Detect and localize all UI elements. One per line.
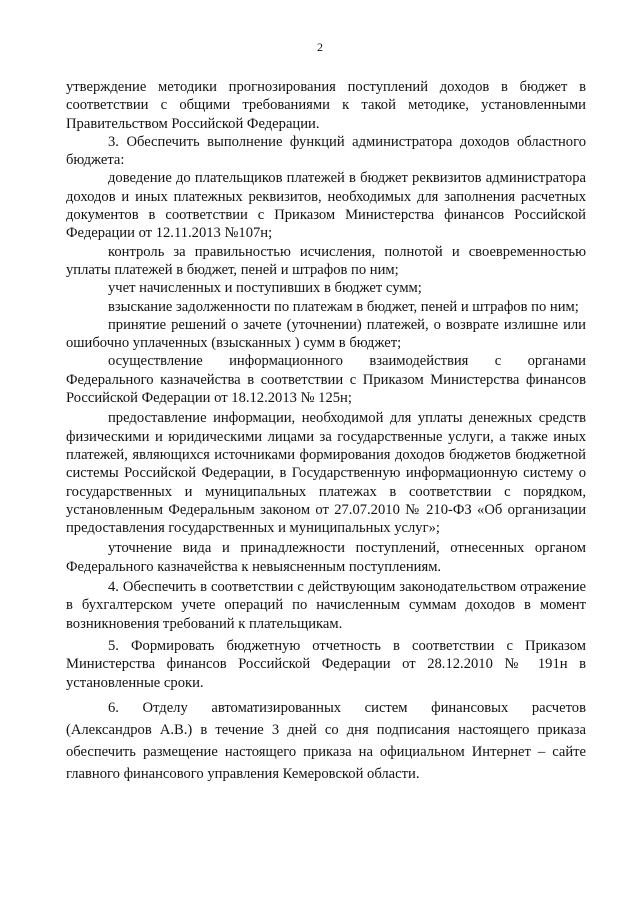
paragraph-item-6-first-line bbox=[66, 697, 586, 719]
item-6-word: расчетов bbox=[531, 699, 586, 716]
paragraph-debt-collection: взыскание задолженности по платежам в бюджет, пеней и штрафов по ним; bbox=[108, 298, 579, 315]
item-6-word: систем bbox=[364, 699, 408, 716]
item-6-word: автоматизированных bbox=[211, 699, 342, 716]
paragraph-item-5: 5. Формировать бюджетную отчетность в соответствии с Приказом Министерства финансов Российской Федерации от 28.12.2010 № 191н в установленные сроки. bbox=[66, 637, 586, 691]
document-body bbox=[66, 78, 586, 785]
paragraph-accounting: учет начисленных и поступивших в бюджет сумм; bbox=[108, 280, 422, 297]
paragraph-methodology: утверждение методики прогнозирования поступлений доходов в бюджет в соответствии с общими требованиями к такой методике, установленными Правительством Российской Федерации. bbox=[66, 79, 586, 132]
paragraph-information-provision: предоставление информации, необходимой для уплаты денежных средств физическими и юридическими лицами за государственные услуги, а также иных платежей, являющихся источниками формирования доходов бюджетов бюджетной системы Российской Федерации, в Государственную информационную систему о государственных и муниципальных платежах в соответствии с порядком, установленным Федеральным законом от 27.07.2010 № 210-ФЗ «Об организации предоставления государственных и муниципальных услуг»; bbox=[66, 410, 586, 537]
paragraph-item-6 bbox=[66, 697, 586, 785]
paragraph-requisites: доведение до плательщиков платежей в бюджет реквизитов администратора доходов и иных платежных реквизитов, необходимых для заполнения расчетных документов в соответствии с Приказом Министерства финансов Российской Федерации от 12.11.2013 №107н; bbox=[66, 170, 586, 242]
paragraph-item-4: 4. Обеспечить в соответствии с действующим законодательством отражение в бухгалтерском учете операций по начисленным суммам доходов в момент возникновения требований к плательщикам. bbox=[66, 579, 586, 632]
paragraph-item-3: 3. Обеспечить выполнение функций администратора доходов областного бюджета: bbox=[66, 133, 586, 169]
item-6-word: Отделу bbox=[142, 699, 188, 716]
item-6-word: финансовых bbox=[431, 699, 509, 716]
item-6-number: 6. bbox=[108, 699, 119, 716]
paragraph-control: контроль за правильностью исчисления, полнотой и своевременностью уплаты платежей в бюджет, пеней и штрафов по ним; bbox=[66, 243, 586, 278]
page-number: 2 bbox=[317, 40, 323, 54]
paragraph-treasury-interaction: осуществление информационного взаимодействия с органами Федерального казначейства в соответствии с Приказом Министерства финансов Российской Федерации от 18.12.2013 № 125н; bbox=[66, 353, 586, 407]
paragraph-clarification: уточнение вида и принадлежности поступлений, отнесенных органом Федерального казначейства к невыясненным поступлениям. bbox=[66, 540, 586, 575]
paragraph-item-6-rest: (Александров А.В.) в течение 3 дней со дня подписания настоящего приказа обеспечить размещение настоящего приказа на официальном Интернет – сайте главного финансового управления Кемеровской области. bbox=[66, 721, 586, 782]
paragraph-offset-decisions: принятие решений о зачете (уточнении) платежей, о возврате излишне или ошибочно уплаченных (взысканных ) сумм в бюджет; bbox=[66, 316, 586, 352]
